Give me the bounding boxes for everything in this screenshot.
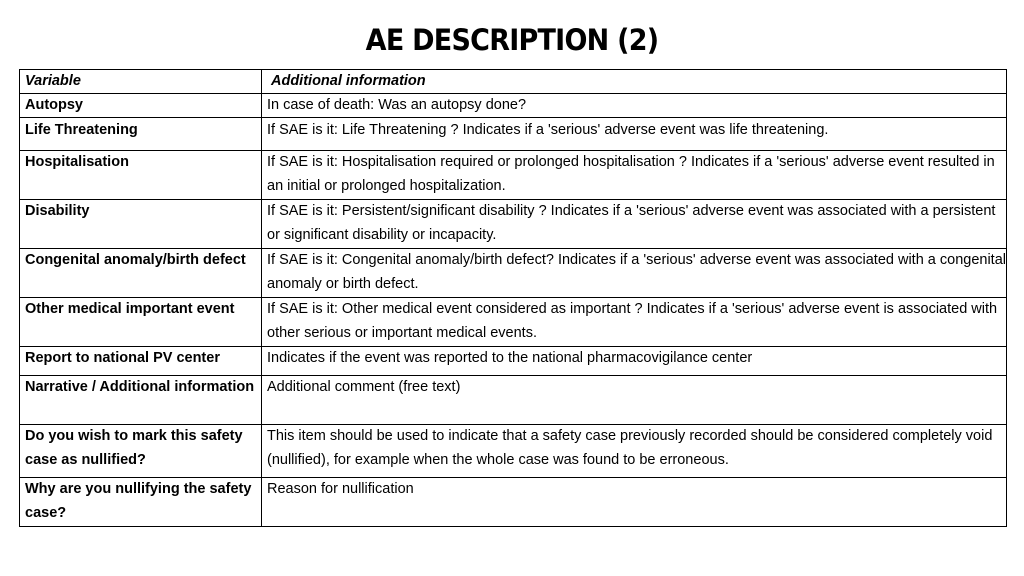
ae-description-table bbox=[19, 69, 1007, 527]
page-title: AE DESCRIPTION (2) bbox=[365, 23, 659, 57]
table-row bbox=[20, 425, 1007, 478]
info-cell: Reason for nullification bbox=[262, 478, 1007, 527]
info-cell: This item should be used to indicate that a safety case previously recorded should be considered completely void (nullified), for example when the whole case was found to be erroneous. bbox=[262, 425, 1007, 478]
table-row bbox=[20, 298, 1007, 347]
info-cell: If SAE is it: Congenital anomaly/birth defect? Indicates if a 'serious' adverse event was associated with a congenital anomaly or birth defect. bbox=[262, 249, 1007, 298]
info-cell: If SAE is it: Other medical event considered as important ? Indicates if a 'serious' adverse event is associated with other serious or important medical events. bbox=[262, 298, 1007, 347]
variable-cell: Disability bbox=[20, 200, 262, 249]
table-row bbox=[20, 200, 1007, 249]
variable-cell: Do you wish to mark this safety case as nullified? bbox=[20, 425, 262, 478]
table-row bbox=[20, 347, 1007, 376]
variable-cell: Autopsy bbox=[20, 94, 262, 118]
table-row bbox=[20, 118, 1007, 151]
info-cell: In case of death: Was an autopsy done? bbox=[262, 94, 1007, 118]
variable-cell: Report to national PV center bbox=[20, 347, 262, 376]
table-row bbox=[20, 151, 1007, 200]
table-row bbox=[20, 478, 1007, 527]
info-cell: If SAE is it: Persistent/significant disability ? Indicates if a 'serious' adverse event was associated with a persistent or significant disability or incapacity. bbox=[262, 200, 1007, 249]
variable-cell: Congenital anomaly/birth defect bbox=[20, 249, 262, 298]
variable-cell: Other medical important event bbox=[20, 298, 262, 347]
table-row bbox=[20, 249, 1007, 298]
variable-cell: Life Threatening bbox=[20, 118, 262, 151]
table-header-row bbox=[20, 70, 1007, 94]
table-row bbox=[20, 94, 1007, 118]
column-header-additional-information: Additional information bbox=[262, 70, 1007, 94]
info-cell: Additional comment (free text) bbox=[262, 376, 1007, 425]
variable-cell: Narrative / Additional information bbox=[20, 376, 262, 425]
info-cell: If SAE is it: Hospitalisation required or prolonged hospitalisation ? Indicates if a 'serious' adverse event resulted in an initial or prolonged hospitalization. bbox=[262, 151, 1007, 200]
table-row bbox=[20, 376, 1007, 425]
variable-cell: Hospitalisation bbox=[20, 151, 262, 200]
info-cell: Indicates if the event was reported to the national pharmacovigilance center bbox=[262, 347, 1007, 376]
variable-cell: Why are you nullifying the safety case? bbox=[20, 478, 262, 527]
info-cell: If SAE is it: Life Threatening ? Indicates if a 'serious' adverse event was life threatening. bbox=[262, 118, 1007, 151]
column-header-variable: Variable bbox=[20, 70, 262, 94]
